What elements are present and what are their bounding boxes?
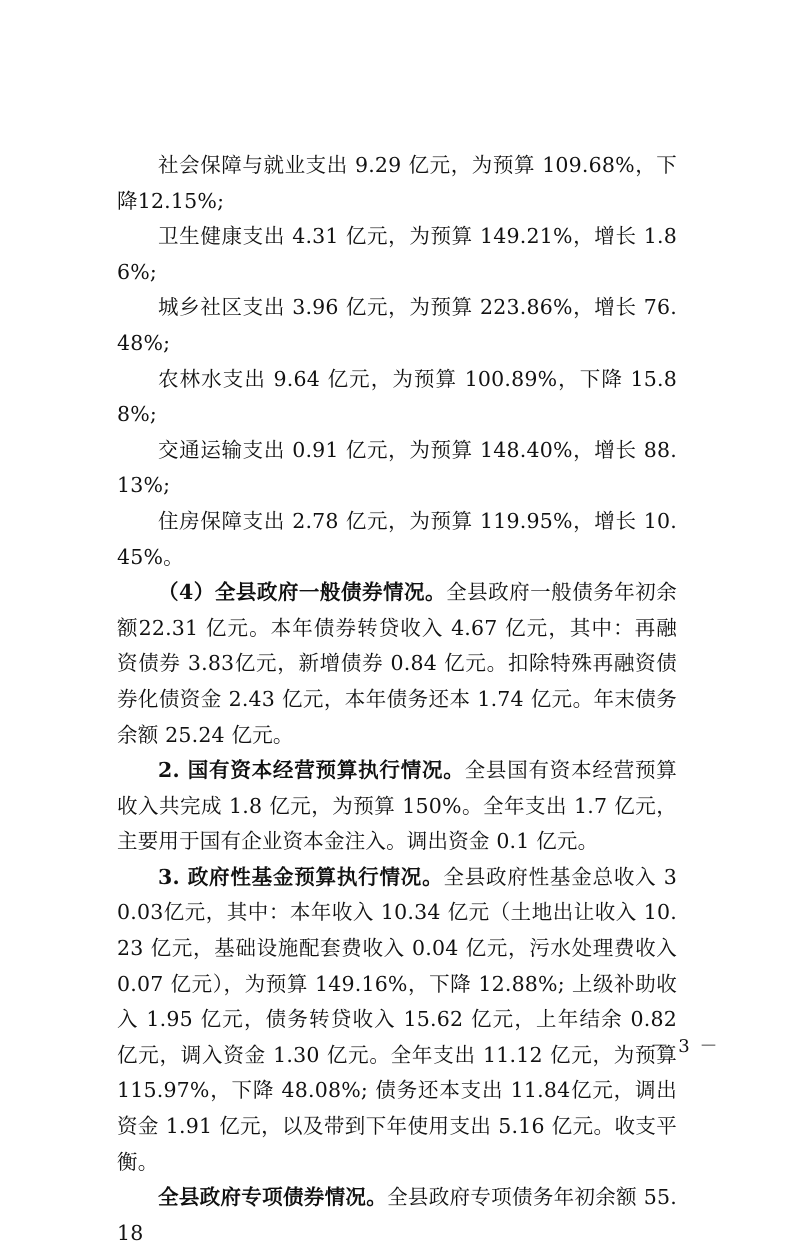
paragraph: [117, 219, 677, 290]
paragraph-heading: 全县政府专项债券情况。: [158, 1185, 388, 1210]
paragraph: [117, 362, 677, 433]
paragraph: [117, 575, 677, 753]
paragraph-text: 全县政府专项债务年初余额 55.18: [117, 1185, 677, 1245]
paragraph: [117, 1180, 677, 1251]
paragraph-heading: 3. 政府性基金预算执行情况。: [158, 864, 444, 889]
paragraph-heading: 2. 国有资本经营预算执行情况。: [158, 758, 465, 783]
document-body: [117, 148, 677, 1251]
paragraph-text: 交通运输支出 0.91 亿元，为预算 148.40%，增长 88.13%;: [117, 437, 677, 498]
page-number: － 3 －: [650, 1036, 720, 1057]
paragraph: [117, 504, 677, 575]
paragraph: [117, 433, 677, 504]
paragraph: [117, 860, 677, 1180]
paragraph: [117, 290, 677, 361]
paragraph-text: 全县政府性基金总收入 30.03亿元，其中：本年收入 10.34 亿元（土地出让收入 10.23 亿元，基础设施配套费收入 0.04 亿元，污水处理费收入 0.07 亿元），为预算 149.16%，下降 12.88%; 上级补助收入 1.95 亿元，债务转贷收入 15.62 亿元，上年结余 0.82 亿元，调入资金 1.30 亿元。全年支出 11.12 亿元，为预算 115.97%，下降 48.08%; 债务还本支出 11.84亿元，调出资金 1.91 亿元，以及带到下年使用支出 5.16 亿元。收支平衡。: [117, 864, 677, 1174]
paragraph-text: 城乡社区支出 3.96 亿元，为预算 223.86%，增长 76.48%;: [117, 295, 677, 355]
paragraph-text: 住房保障支出 2.78 亿元，为预算 119.95%，增长 10.45%。: [117, 508, 677, 569]
paragraph-text: 全县政府一般债务年初余额22.31 亿元。本年债券转贷收入 4.67 亿元，其中：再融资债券 3.83亿元，新增债券 0.84 亿元。扣除特殊再融资债券化债资金 2.43 亿元，本年债务还本 1.74 亿元。年末债务余额 25.24 亿元。: [117, 580, 677, 747]
paragraph: [117, 753, 677, 860]
paragraph: [117, 148, 677, 219]
paragraph-text: 全县国有资本经营预算收入共完成 1.8 亿元，为预算 150%。全年支出 1.7 亿元，主要用于国有企业资本金注入。调出资金 0.1 亿元。: [117, 758, 677, 854]
paragraph-text: 农林水支出 9.64 亿元，为预算 100.89%，下降 15.88%;: [117, 366, 677, 427]
paragraph-text: 社会保障与就业支出 9.29 亿元，为预算 109.68%，下降12.15%;: [117, 153, 677, 213]
paragraph-heading: （4）全县政府一般债券情况。: [158, 580, 447, 605]
paragraph-text: 卫生健康支出 4.31 亿元，为预算 149.21%，增长 1.86%;: [117, 224, 677, 284]
